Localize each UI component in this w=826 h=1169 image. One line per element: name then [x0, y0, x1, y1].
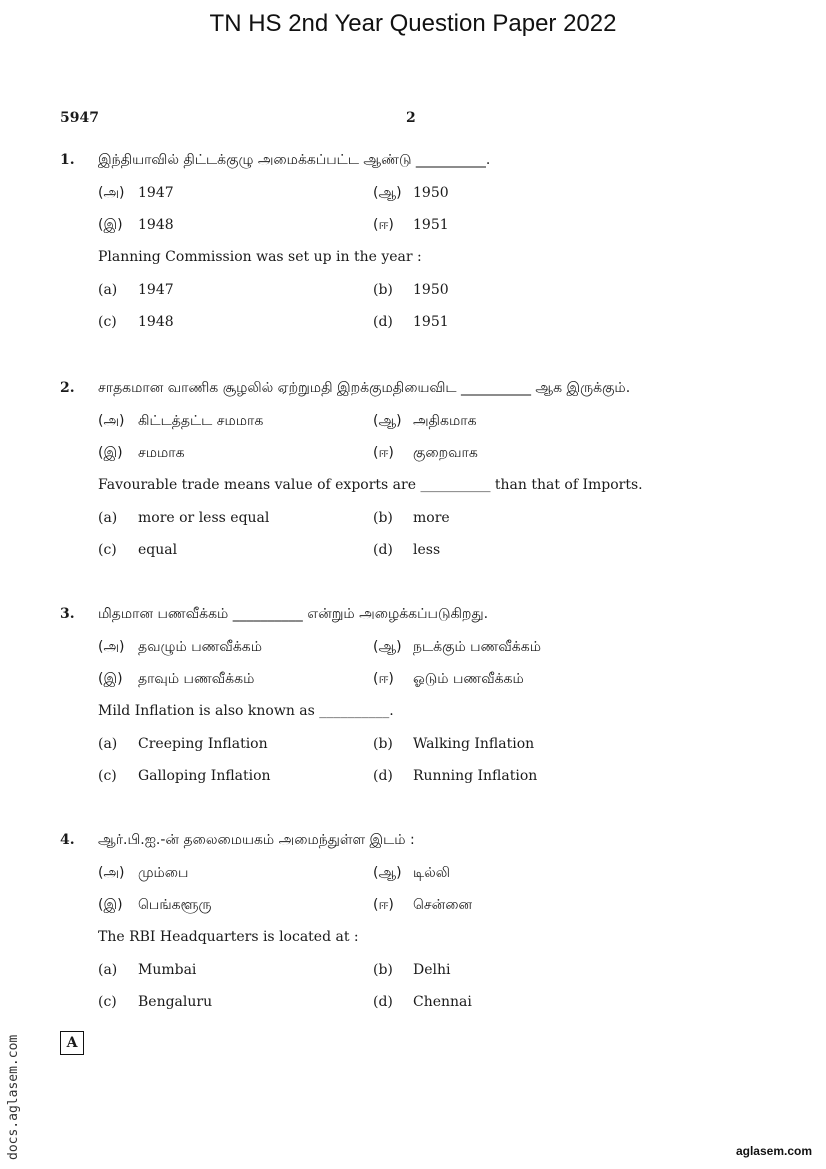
option-tamil-b: (ஆ) அதிகமாக: [373, 413, 477, 429]
option-english-d: (d) Running Inflation: [373, 768, 538, 784]
option-tamil-c: (இ) தாவும் பணவீக்கம்: [98, 671, 255, 687]
option-tamil-d: (ஈ) ஓடும் பணவீக்கம்: [373, 671, 524, 687]
version-box: A: [60, 1031, 84, 1055]
option-english-c: (c) 1948: [98, 314, 174, 330]
paper-code: 5947: [60, 110, 99, 126]
question-text-tamil: சாதகமான வாணிக சூழலில் ஏற்றுமதி இறக்குமதியைவிட __________ ஆக இருக்கும்.: [98, 380, 631, 396]
option-english-b: (b) Delhi: [373, 962, 451, 978]
option-tamil-c: (இ) பெங்களூரு: [98, 897, 212, 913]
option-english-a: (a) Mumbai: [98, 962, 197, 978]
option-english-d: (d) Chennai: [373, 994, 472, 1010]
option-english-c: (c) equal: [98, 542, 178, 558]
option-tamil-b: (ஆ) நடக்கும் பணவீக்கம்: [373, 639, 541, 655]
question-text-english: Favourable trade means value of exports are __________ than that of Imports.: [98, 477, 643, 493]
option-tamil-a: (அ) தவழும் பணவீக்கம்: [98, 639, 262, 655]
option-tamil-c: (இ) 1948: [98, 217, 174, 233]
question-number: 3.: [60, 606, 75, 622]
option-english-c: (c) Galloping Inflation: [98, 768, 271, 784]
option-english-a: (a) 1947: [98, 282, 174, 298]
option-english-b: (b) 1950: [373, 282, 449, 298]
option-english-d: (d) less: [373, 542, 441, 558]
option-english-d: (d) 1951: [373, 314, 449, 330]
page-title: TN HS 2nd Year Question Paper 2022: [209, 10, 617, 37]
question-text-english: The RBI Headquarters is located at :: [98, 929, 359, 945]
footer-site: aglasem.com: [735, 1144, 812, 1158]
option-tamil-d: (ஈ) 1951: [373, 217, 449, 233]
option-english-a: (a) Creeping Inflation: [98, 736, 268, 752]
question-text-english: Planning Commission was set up in the year :: [98, 249, 422, 265]
option-tamil-a: (அ) கிட்டத்தட்ட சமமாக: [98, 413, 264, 429]
question-text-tamil: மிதமான பணவீக்கம் __________ என்றும் அழைக்கப்படுகிறது.: [98, 606, 489, 622]
question-text-tamil: இந்தியாவில் திட்டக்குழு அமைக்கப்பட்ட ஆண்டு __________.: [98, 152, 491, 168]
question-text-tamil: ஆர்.பி.ஐ.-ன் தலைமையகம் அமைந்துள்ள இடம் :: [98, 832, 415, 848]
option-english-a: (a) more or less equal: [98, 510, 270, 526]
option-english-b: (b) Walking Inflation: [373, 736, 535, 752]
option-tamil-d: (ஈ) சென்னை: [373, 897, 473, 913]
question-number: 1.: [60, 152, 75, 168]
option-tamil-c: (இ) சமமாக: [98, 445, 185, 461]
option-english-b: (b) more: [373, 510, 450, 526]
question-number: 4.: [60, 832, 75, 848]
option-english-c: (c) Bengaluru: [98, 994, 213, 1010]
option-tamil-b: (ஆ) டில்லி: [373, 865, 451, 881]
option-tamil-a: (அ) 1947: [98, 185, 174, 201]
option-tamil-b: (ஆ) 1950: [373, 185, 449, 201]
option-tamil-a: (அ) மும்பை: [98, 865, 189, 881]
question-text-english: Mild Inflation is also known as __________.: [98, 703, 394, 719]
page-number: 2: [406, 110, 416, 126]
question-number: 2.: [60, 380, 75, 396]
watermark: docs.aglasem.com: [6, 1034, 21, 1160]
option-tamil-d: (ஈ) குறைவாக: [373, 445, 478, 461]
